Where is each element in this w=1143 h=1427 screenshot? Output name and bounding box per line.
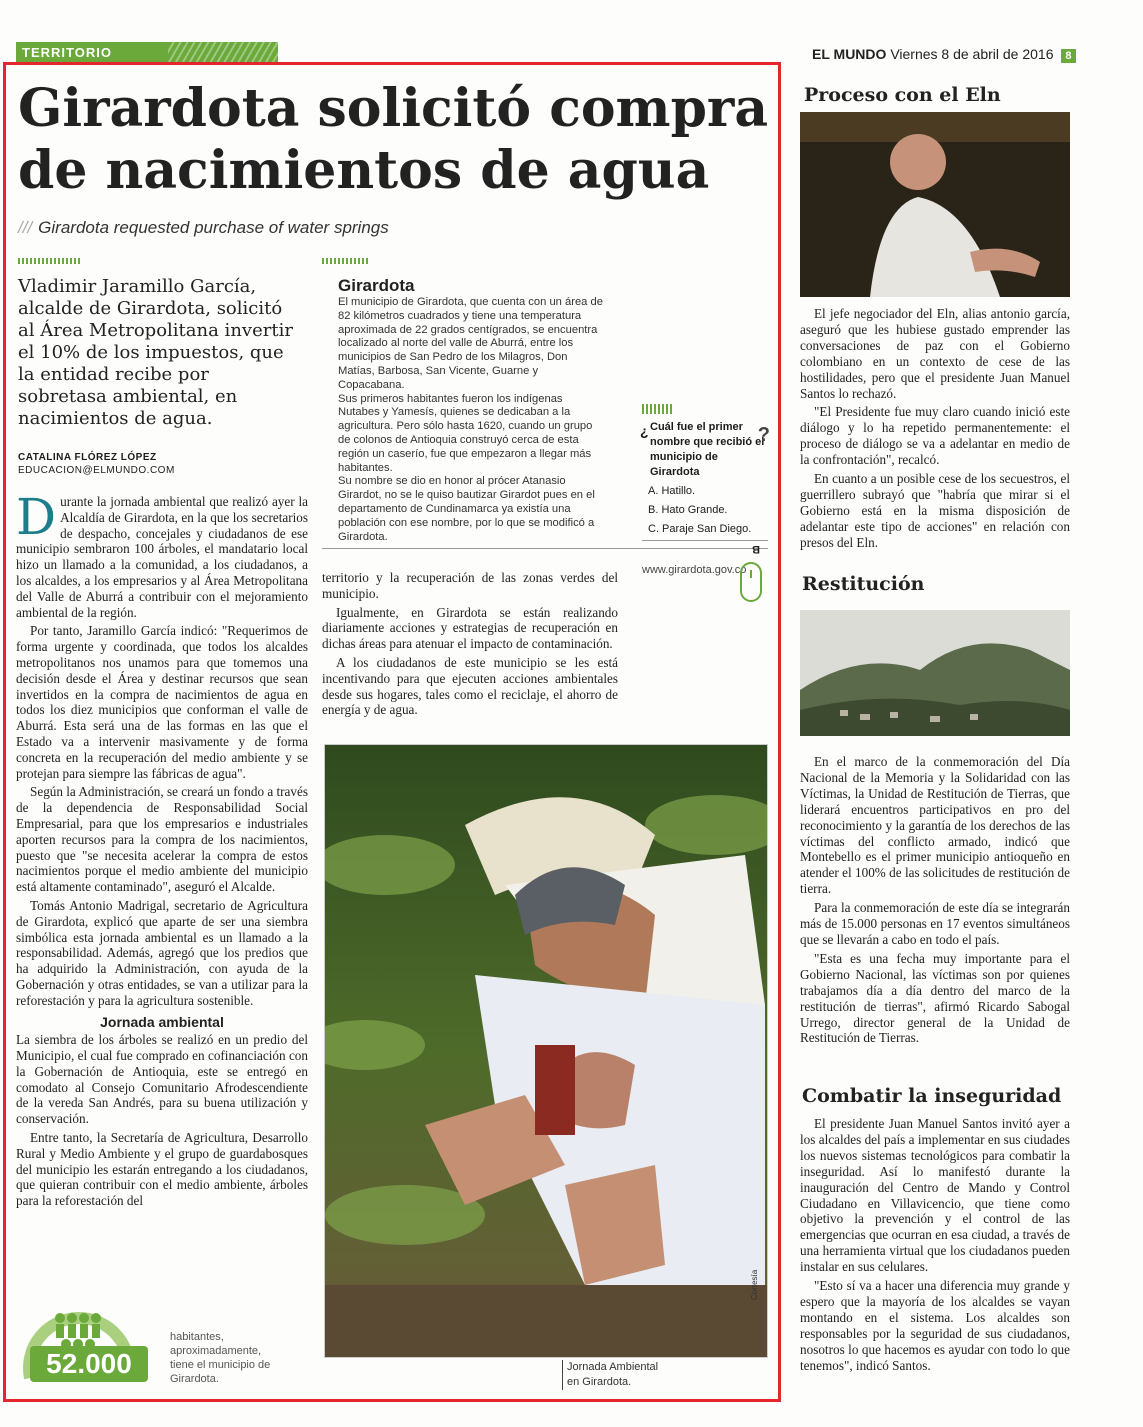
quiz-options [642, 484, 768, 537]
lead-marker [18, 258, 80, 264]
byline [18, 452, 175, 476]
paragraph: Según la Administración, se creará un fondo a través de la dependencia de Responsabilidad Social Empresarial, para que los empresarios e industriales aporten recursos para la compra de los nacimientos, puesto que "se necesita acelerar la compra de estos nacimientos porque el medio ambiente del municipio está altamente contaminado", aseguró el Alcalde. [16, 784, 308, 895]
stat-text: habitantes, aproximadamente, tiene el municipio de Girardota. [170, 1331, 271, 1385]
sidebar-text-inseguridad [800, 1116, 1070, 1377]
article-column-2 [322, 570, 618, 721]
quiz-answer: B [752, 543, 760, 555]
quiz-box [642, 420, 768, 556]
factbox-text: Sus primeros habitantes fueron los indígenas Nutabes y Yamesís, quienes se dedicaban a la agricultura. Pero sólo hasta 1620, cuando un grupo de colonos de Antioquia construyó cerca de esta región un caserío, fue que empezaron a llegar más habitantes. [338, 392, 593, 474]
quiz-option: B. Hato Grande. [648, 504, 728, 516]
author-email[interactable]: EDUCACION@ELMUNDO.COM [18, 465, 175, 476]
paragraph: A los ciudadanos de este municipio se les está incentivando para que ejecuten acciones ambientales desde sus hogares, tales como el reciclaje, el ahorro de energía y de agua. [322, 654, 618, 718]
article-column-1: Durante la jornada ambiental que realizó ayer la Alcaldía de Girardota, en la que los secretarios de despacho, concejales y ciudadanos de ese municipio sembraron 100 árboles, el mandatario local hizo un llamado a la comunidad, a los ciudadanos, a los alcaldes, a los empresarios y al Área Metropolitana del Valle de Aburrá a contribuir con el mejoramiento ambiental de la región. Por tanto, Jaramillo García indicó: "Requerimos de forma urgente y coordinada, que todos los alcaldes metropolitanos nos unamos para que tomemos una decisión desde el Área y destinar recursos que sean invertidos en la compra de nacimientos de agua en todos los diez municipios que conforman el valle de Aburrá. Esta será una de las formas en las que el Estado va a intervenir masivamente y de forma concreta en la recuperación del medio ambiente y se protejan para siempre las fábricas de agua". Según la Administración, se creará un fondo a través de la dependencia de Responsabilidad Social Empresarial, para que los empresarios e industriales aporten recursos para la compra de los nacimientos, puesto que "se necesita acelerar la compra de estos nacimientos porque el medio ambiente del municipio está altamente contaminado", aseguró el Alcalde. Tomás Antonio Madrigal, secretario de Agricultura de Girardota, explicó que aparte de ser una siembra simbólica esta jornada ambiental es un llamado a la responsabilidad. Además, agregó que los predios que ha adquirido la Administración, con ayuda de la Gobernación y otras entidades, se van a utilizar para la reforestación y para la agricultura sostenible. Jornada ambiental La siembra de los árboles se realizó en un predio del Municipio, el cual fue comprado en cofinanciación con la Gobernación de Antioquia, este se entregó en comodato al Consejo Comunitario Afrodescendiente de la vereda San Andrés, para su buena utilización y conservación. Entre tanto, la Secretaría de Agricultura, Desarrollo Rural y Medio Ambiente y el grupo de guardabosques del municipio les estarán entregando a los ciudadanos, que quieran contribuir con el medio ambiente, árboles para la reforestación del [16, 488, 308, 1209]
paragraph: "Esto sí va a hacer una diferencia muy grande y espero que la mayoría de los alcaldes se vayan montando en el sistema. Los alcaldes son responsables por la seguridad de sus ciudadanos, nosotros lo que hacemos es ayudar con todo lo que tenemos", indicó Santos. [800, 1278, 1070, 1373]
paragraph: Por tanto, Jaramillo García indicó: "Requerimos de forma urgente y coordinada, que todos los alcaldes metropolitanos nos unamos para que tomemos una decisión desde el Área y destinar recursos que sean invertidos en la compra de nacimientos de agua en todos los diez municipios que conforman el valle de Aburrá. Esta será una de las formas en las que el Estado va a intervenir masivamente y de forma concreta en la recuperación del medio ambiente y se protejan para siempre las fábricas de agua". [16, 623, 308, 781]
photo-caption: Jornada Ambiental en Girardota. [562, 1360, 658, 1390]
planting-photo [325, 745, 768, 1358]
paragraph: En el marco de la conmemoración del Día Nacional de la Memoria y la Solidaridad con las Víctimas, la Unidad de Restitución de Tierras, que liderará encuentros participativos en pro del reconocimiento y la garantía de los derechos de las víctimas del conflicto armado, indicó que Montebello es el primer municipio antioqueño en atender el 100% de las solicitudes de restitución de tierra. [800, 754, 1070, 897]
divider [642, 540, 768, 541]
sidebar-title-inseguridad: Combatir la inseguridad [802, 1085, 1062, 1107]
paragraph: Igualmente, en Girardota se están realizando diariamente acciones y estrategias de recuperación en dichas áreas para atenuar el impacto de contaminación. [322, 604, 618, 652]
factbox-marker [322, 258, 368, 264]
website-link[interactable]: www.girardota.gov.co [642, 564, 747, 576]
factbox [338, 276, 603, 544]
quiz-question: ¿ Cuál fue el primer nombre que recibió el municipio de Girardota [642, 420, 768, 480]
paragraph: La siembra de los árboles se realizó en un predio del Municipio, el cual fue comprado en cofinanciación con la Gobernación de Antioquia, este se entregó en comodato al Consejo Comunitario Afrodescendiente de la vereda San Andrés, para su buena utilización y conservación. [16, 1032, 308, 1127]
author-name: CATALINA FLÓREZ LÓPEZ [18, 452, 157, 463]
paragraph: "Esta es una fecha muy importante para el Gobierno Nacional, las víctimas son por quienes trabajamos día a día dentro del marco de la restitución de tierras", afirmó Ricardo Sabogal Urrego, director general de la Unidad de Restitución de Tierras. [800, 950, 1070, 1046]
factbox-text: Su nombre se dio en honor al prócer Atanasio Girardot, no se le quiso bautizar Girardot pues en el departamento de Cundinamarca ya existía una población con ese nombre, por lo que se modificó a Girardota. [338, 475, 595, 543]
paragraph: Entre tanto, la Secretaría de Agricultura, Desarrollo Rural y Medio Ambiente y el grupo de guardabosques del municipio les estarán entregando a los ciudadanos, que quieran contribuir con el medio ambiente, árboles para la reforestación del [16, 1130, 308, 1209]
paragraph: Tomás Antonio Madrigal, secretario de Agricultura de Girardota, explicó que aparte de ser una siembra simbólica esta jornada ambiental es un llamado a la responsabilidad. Además, agregó que los predios que ha adquirido la Administración, con ayuda de la Gobernación y otras entidades, se van a utilizar para la reforestación y para la agricultura sostenible. [16, 897, 308, 1008]
paragraph: En cuanto a un posible cese de los secuestros, el guerrillero subrayó que "habría que mirar si el Gobierno está en la misma disposición de adelantar este tipo de acciones" en relación con presos del Eln. [800, 471, 1070, 550]
drop-cap: D [16, 488, 57, 546]
question-mark-icon: ? [757, 424, 770, 446]
negotiator-photo [800, 112, 1070, 297]
sidebar-text-eln [800, 306, 1070, 554]
photo-credit: Cortesía [750, 1269, 759, 1300]
paragraph: El jefe negociador del Eln, alias antonio garcía, aseguró que les hubiese gustado emprender las conversaciones de paz con el Gobierno colombiano en un contexto de cese de las hostilidades, pero que el presidente Juan Manuel Santos lo rechazó. [800, 306, 1070, 401]
paragraph: El presidente Juan Manuel Santos invitó ayer a los alcaldes del país a implementar en sus ciudades los nuevos sistemas tecnológicos para combatir la inseguridad. Así lo manifestó durante la inauguración del Centro de Mando y Control Ciudadano en Villavicencio, que tiene como objetivo la prevención y el control de las emergencias que ocurran en esa ciudad, a través de una herramienta virtual que los ciudadanos pueden instalar en sus celulares. [800, 1116, 1070, 1275]
paragraph: Para la conmemoración de este día se integrarán más de 15.000 personas en 17 eventos simultáneos que se llevarán a cabo en todo el país. [800, 900, 1070, 947]
paragraph: territorio y la recuperación de las zonas verdes del municipio. [322, 570, 618, 601]
english-subhead: /// Girardota requested purchase of water springs [18, 218, 389, 237]
factbox-title: Girardota [338, 276, 415, 295]
page-number: 8 [1061, 49, 1075, 63]
factbox-text: El municipio de Girardota, que cuenta con un área de 82 kilómetros cuadrados y tiene una temperatura aproximada de 22 grados centígrados, se encuentra localizado al norte del valle de Aburrá, entre los municipios de San Pedro de los Milagros, Don Matías, Barbosa, San Vicente, Guarne y Copacabana. [338, 296, 603, 391]
headline: Girardota solicitó compra de nacimientos de agua [18, 78, 769, 201]
landscape-photo [800, 610, 1070, 736]
mouse-icon [740, 562, 762, 602]
quiz-option: C. Paraje San Diego. [648, 523, 752, 535]
paragraph: "El Presidente fue muy claro cuando inició este diálogo y lo ha repetido permanentemente: el proceso de diálogo se va a adelantar en medio de la confrontación", recalcó. [800, 404, 1070, 468]
sidebar-title-restitucion: Restitución [802, 573, 925, 595]
masthead [812, 46, 1076, 63]
sidebar-title-eln: Proceso con el Eln [804, 84, 1001, 106]
quiz-option: A. Hatillo. [648, 485, 696, 497]
stat-number: 52.000 [30, 1346, 148, 1382]
lead-paragraph: Vladimir Jaramillo García, alcalde de Girardota, solicitó al Área Metropolitana invertir el 10% de los impuestos, que la entidad recibe por sobretasa ambiental, en nacimientos de agua. [18, 276, 293, 429]
article-photo [324, 744, 768, 1358]
paper-name: EL MUNDO [812, 46, 887, 62]
quiz-marker [642, 404, 672, 414]
issue-date: Viernes 8 de abril de 2016 [890, 46, 1054, 62]
section-subtitle: Jornada ambiental [100, 1013, 224, 1030]
section-tag: TERRITORIO [16, 42, 278, 64]
sidebar-text-restitucion [800, 754, 1070, 1049]
